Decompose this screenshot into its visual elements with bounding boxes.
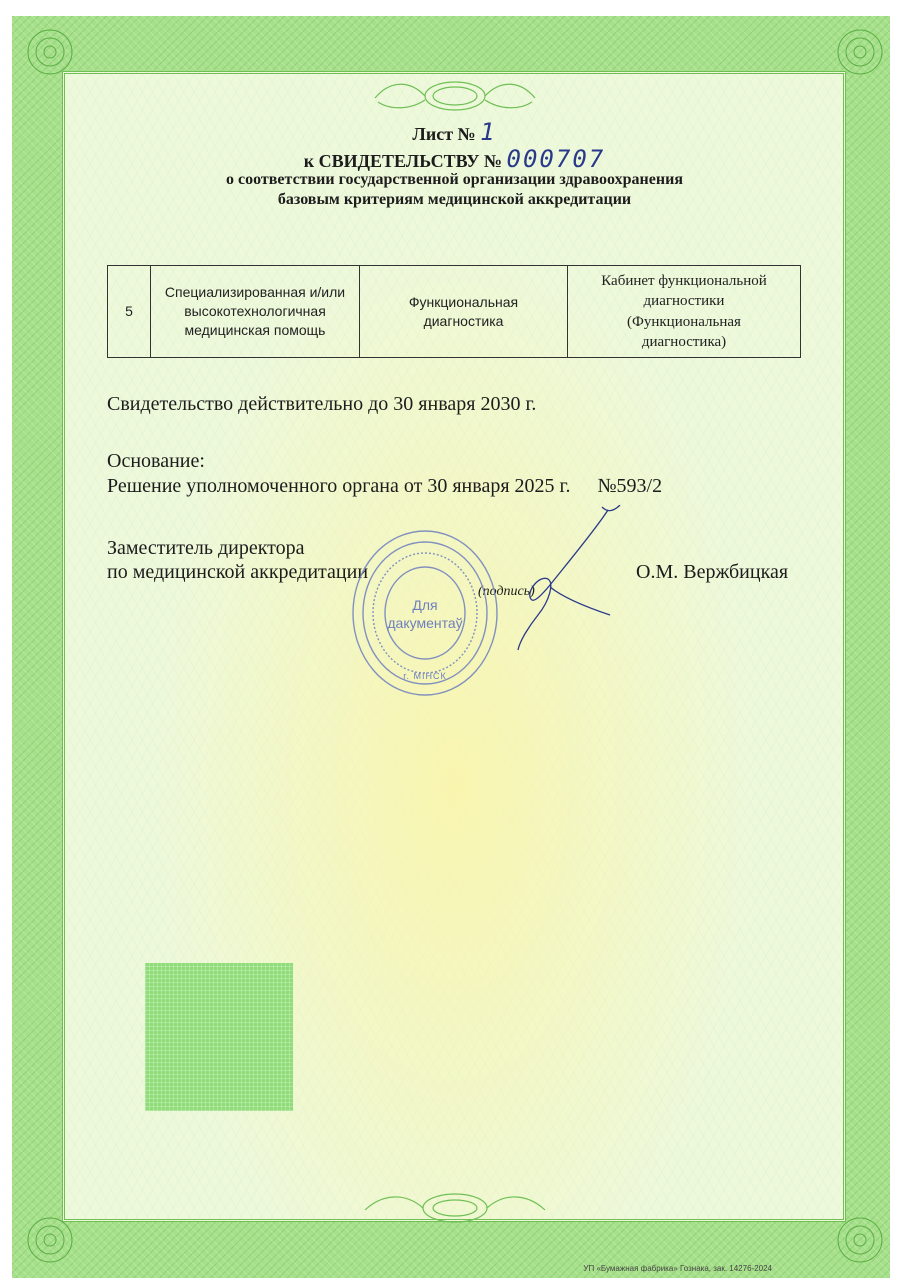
cell-line: высокотехнологичная — [184, 303, 326, 320]
title-line-3: о соответствии государственной организации здравоохранения — [226, 171, 683, 188]
signatory-title-2: по медицинской аккредитации — [107, 561, 369, 583]
seal-center-line-1: Для — [412, 597, 438, 613]
printer-footer: УП «Бумажная фабрика» Гознака, зак. 14276-2024 — [583, 1264, 772, 1273]
sheet-number: 1 — [480, 118, 497, 146]
table-cell-care-type — [151, 266, 360, 358]
validity-text: Свидетельство действительно до 30 января 2030 г. — [107, 393, 537, 415]
cell-line: диагностики — [643, 293, 725, 310]
table-cell-number: 5 — [108, 266, 151, 358]
seal-bottom-text: г. МІНСК — [403, 671, 447, 681]
cell-line: Функциональная — [408, 293, 519, 310]
signature-icon — [490, 505, 630, 655]
sheet-label: Лист № — [412, 124, 476, 144]
cell-line: Специализированная и/или — [164, 284, 346, 301]
hologram-patch — [145, 963, 293, 1111]
basis-decision — [107, 475, 662, 498]
table-row — [108, 266, 801, 358]
certificate-title — [0, 145, 909, 173]
cell-line: медицинская помощь — [184, 321, 326, 338]
signatory-title-1: Заместитель директора — [107, 537, 305, 559]
sheet-title — [0, 118, 909, 146]
certificate-label: к СВИДЕТЕЛЬСТВУ № — [303, 151, 503, 171]
cell-line: диагностика — [423, 312, 504, 329]
cell-line: диагностика) — [641, 333, 727, 350]
table-cell-unit — [568, 266, 801, 358]
signatory-name: О.М. Вержбицкая — [636, 561, 789, 583]
seal-center-line-2: дакументаў — [387, 615, 463, 631]
basis-decision-text: Решение уполномоченного органа от 30 января 2025 г. — [107, 475, 571, 497]
cell-line: Кабинет функциональной — [601, 273, 767, 289]
title-line-4: базовым критериям медицинской аккредитации — [277, 191, 632, 208]
table-cell-profile — [360, 266, 568, 358]
signature-caption: (подпись) — [478, 584, 535, 599]
certificate-number: 000707 — [506, 145, 606, 173]
basis-number: №593/2 — [597, 475, 663, 497]
basis-label: Основание: — [107, 450, 205, 472]
official-seal — [349, 527, 501, 699]
accreditation-table — [107, 265, 801, 358]
cell-line: (Функциональная — [627, 313, 741, 330]
